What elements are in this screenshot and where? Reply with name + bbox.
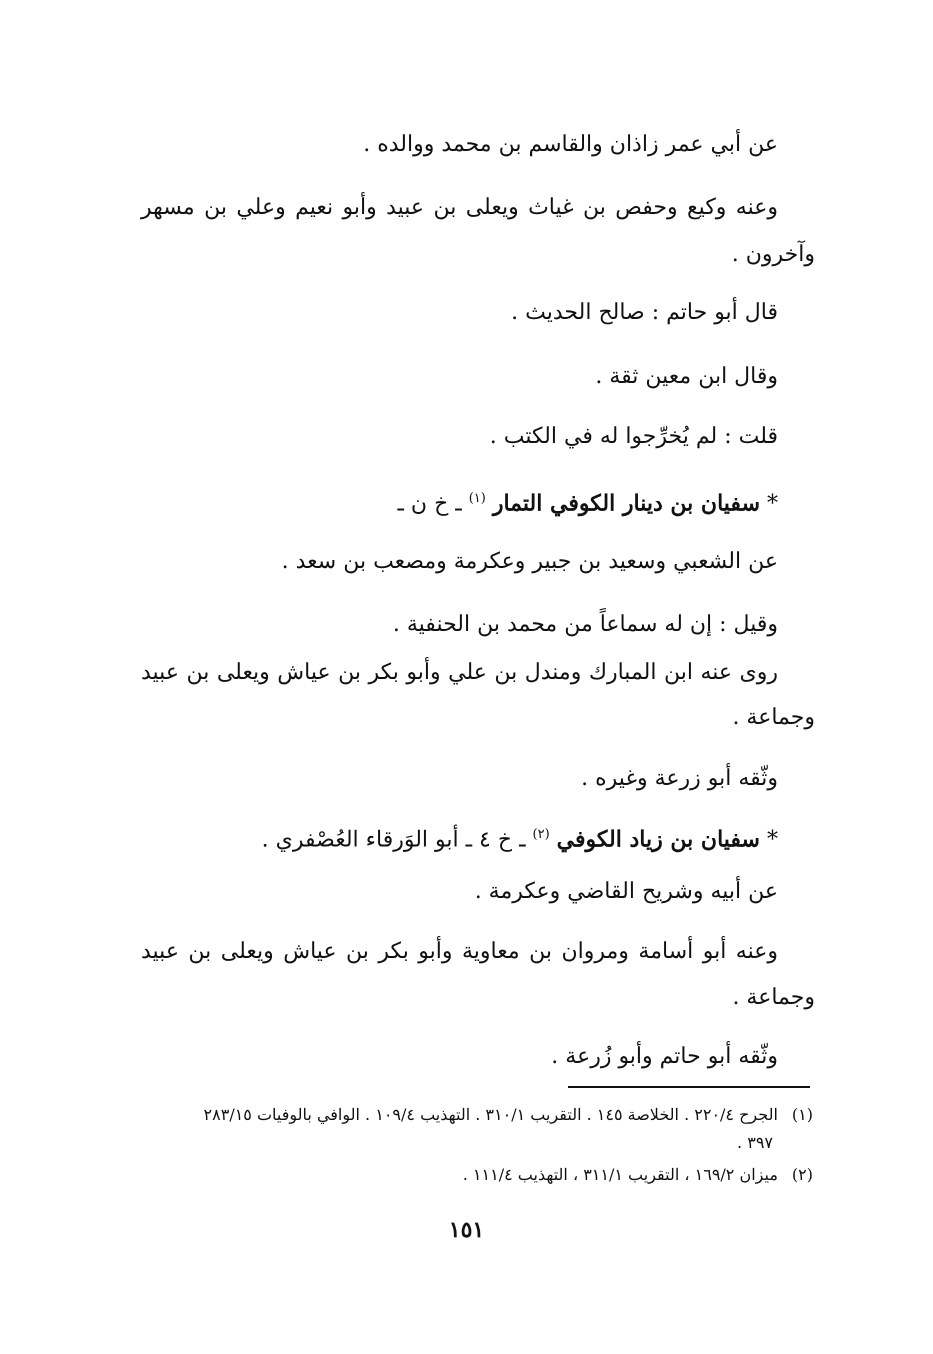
entry-codes-1: ـ خ ن ـ: [397, 491, 462, 517]
page-number: ١٥١: [448, 1217, 485, 1243]
entry-star-2: *: [767, 827, 778, 853]
footnote-1-text: الجرح ٢٢٠/٤ . الخلاصة ١٤٥ . التقريب ٣١٠/١ . التهذيب ١٠٩/٤ . الوافي بالوفيات ٢٨٣/١٥: [203, 1105, 778, 1124]
text-line-15: وعنه أبو أسامة ومروان بن معاوية وأبو بكر بن عياش ويعلى بن عبيد: [141, 939, 778, 964]
footnote-ref-1[interactable]: (١): [468, 491, 486, 506]
entry-name-1: سفيان بن دينار الكوفي التمار: [492, 490, 760, 517]
text-line-11: وجماعة .: [732, 705, 815, 730]
entry-star-1: *: [767, 491, 778, 517]
footnote-divider: [568, 1086, 810, 1088]
text-line-16: وجماعة .: [732, 985, 815, 1010]
text-line-4: قال أبو حاتم : صالح الحديث .: [511, 300, 778, 325]
entry-codes-2: ـ خ ٤ ـ أبو الوَرقاء العُصْفري .: [261, 827, 526, 853]
text-line-10: روى عنه ابن المبارك ومندل بن علي وأبو بكر بن عياش ويعلى بن عبيد: [141, 660, 778, 685]
text-line-5: وقال ابن معين ثقة .: [595, 364, 778, 389]
text-line-6: قلت : لم يُخرِّجوا له في الكتب .: [489, 424, 778, 449]
entry-heading-2: [262, 820, 778, 855]
footnote-2: [463, 1163, 813, 1187]
footnote-2-number: (٢): [791, 1165, 813, 1184]
text-line-9: وقيل : إن له سماعاً من محمد بن الحنفية .: [392, 612, 778, 637]
footnote-1-continuation: ٣٩٧ .: [737, 1133, 773, 1152]
footnote-1: [204, 1103, 813, 1127]
entry-name-2: سفيان بن زياد الكوفي: [556, 826, 760, 853]
text-line-12: وثّقه أبو زرعة وغيره .: [581, 766, 778, 791]
entry-heading-1: [397, 484, 778, 519]
footnote-ref-2[interactable]: (٢): [532, 827, 550, 842]
text-line-8: عن الشعبي وسعيد بن جبير وعكرمة ومصعب بن سعد .: [281, 549, 778, 574]
text-line-1: عن أبي عمر زاذان والقاسم بن محمد ووالده .: [363, 132, 778, 157]
text-line-2: وعنه وكيع وحفص بن غياث ويعلى بن عبيد وأبو نعيم وعلي بن مسهر: [141, 195, 778, 220]
footnote-1-number: (١): [791, 1105, 813, 1124]
text-line-3: وآخرون .: [731, 242, 815, 267]
text-line-14: عن أبيه وشريح القاضي وعكرمة .: [474, 879, 778, 904]
footnote-2-text: ميزان ١٦٩/٢ ، التقريب ٣١١/١ ، التهذيب ١١١/٤ .: [462, 1165, 778, 1184]
text-line-17: وثّقه أبو حاتم وأبو زُرعة .: [551, 1044, 778, 1069]
